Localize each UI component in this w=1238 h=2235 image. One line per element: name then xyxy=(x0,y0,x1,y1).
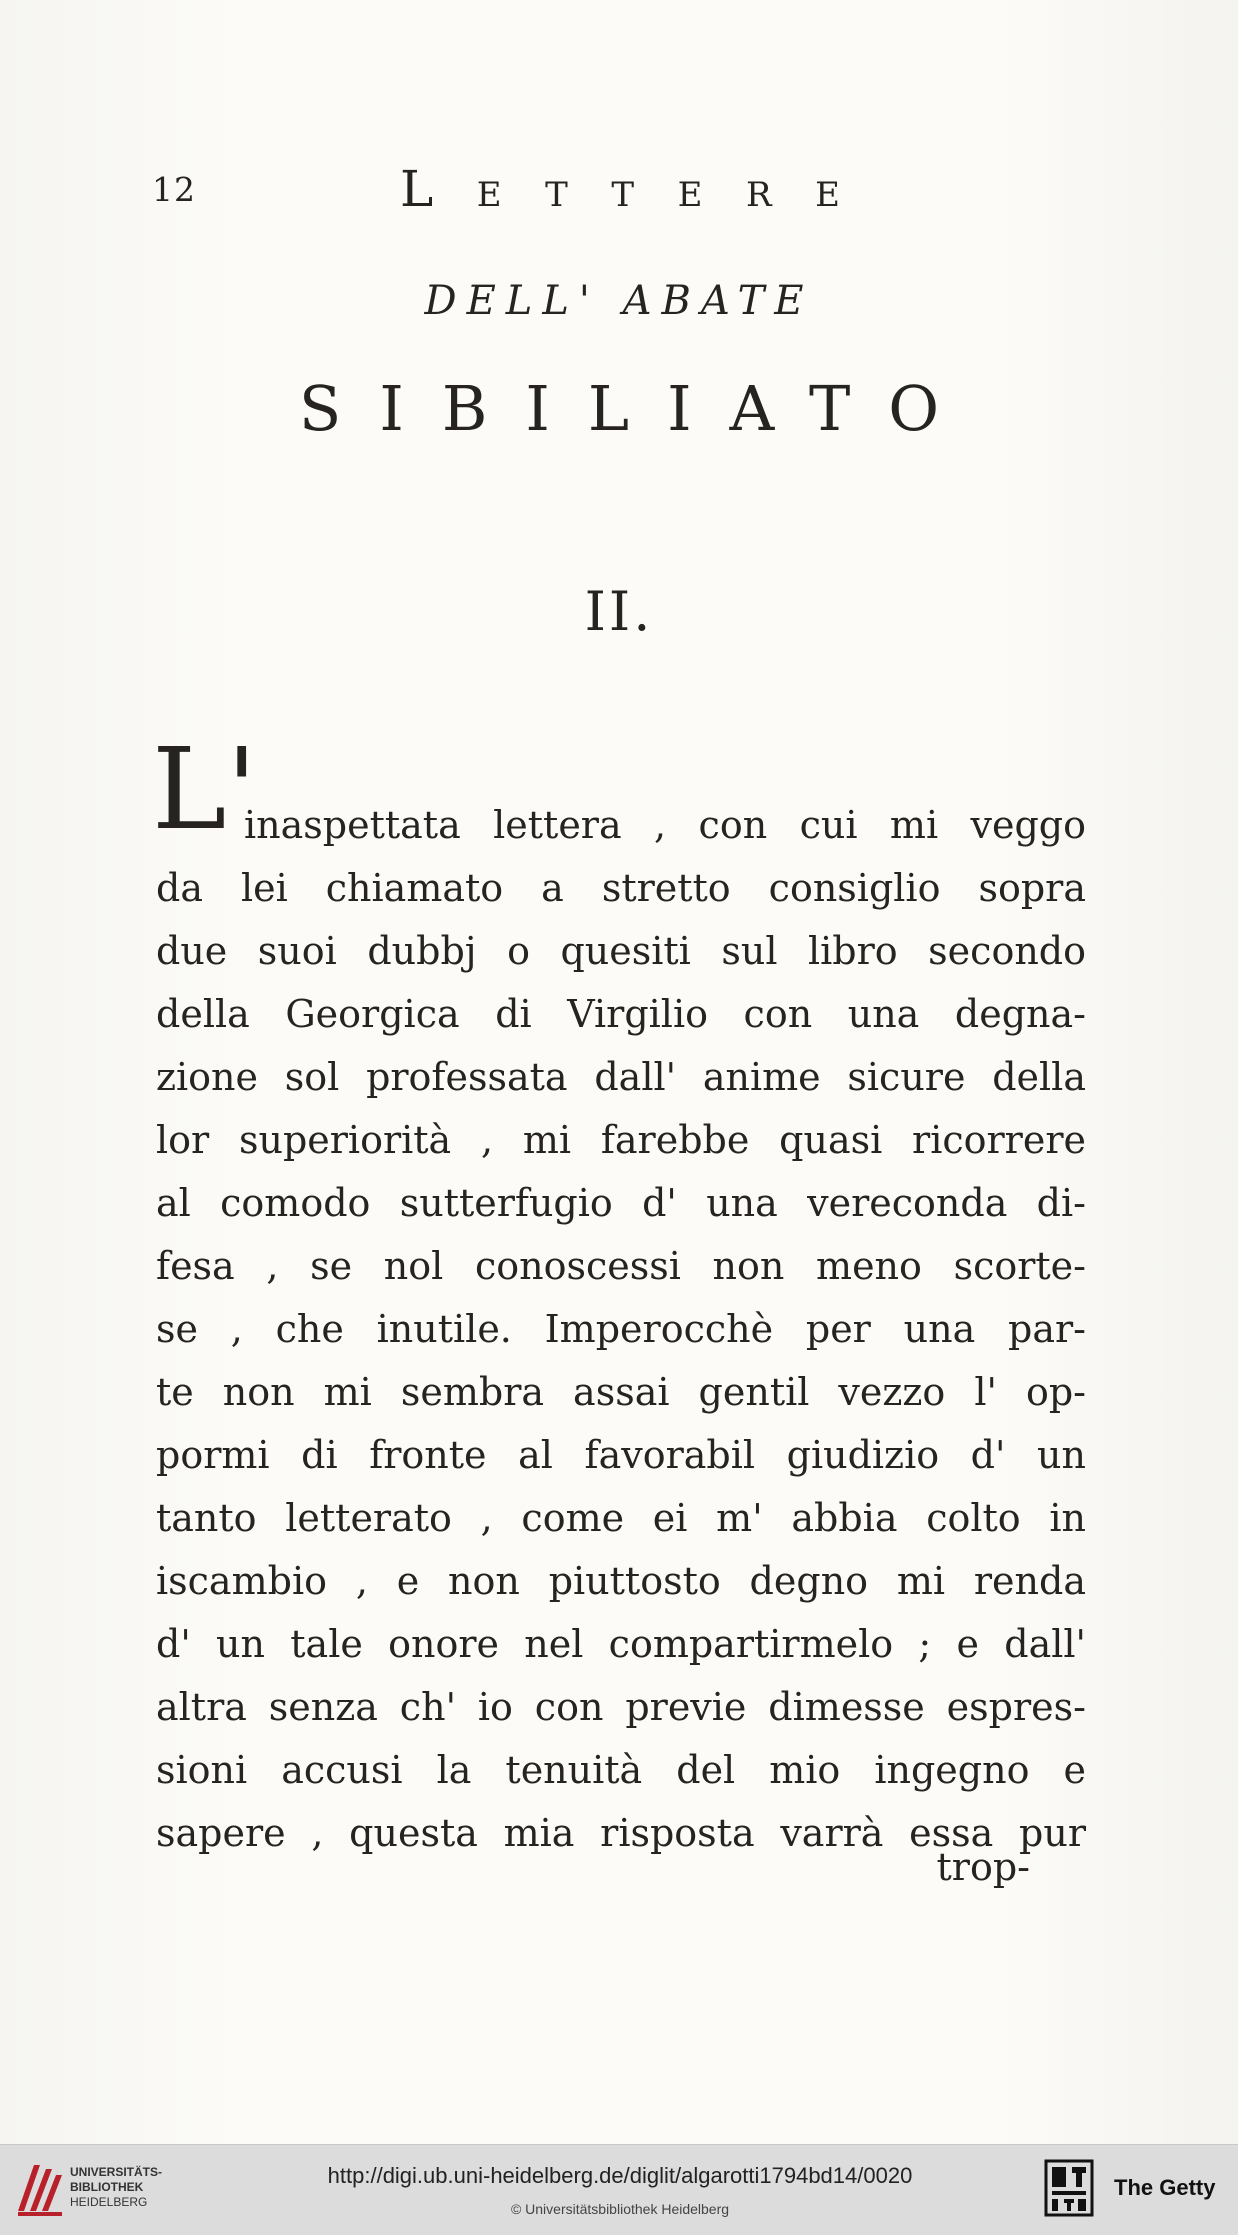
text-line: fesa , se nol conoscessi non meno scorte- xyxy=(156,1244,1086,1288)
heading-subtitle: DELL' ABATE xyxy=(424,278,814,324)
running-head-letter: E xyxy=(476,175,502,215)
getty-logo-icon xyxy=(1044,2159,1094,2217)
text-line: lor superiorità , mi farebbe quasi ricorrere xyxy=(156,1118,1086,1162)
text-line: zione sol professata dall' anime sicure della xyxy=(156,1055,1086,1099)
running-head xyxy=(400,160,840,218)
text-line: della Georgica di Virgilio con una degna- xyxy=(156,992,1086,1036)
text-line: tanto letterato , come ei m' abbia colto in xyxy=(156,1496,1086,1540)
text-line: d' un tale onore nel compartirmelo ; e dall' xyxy=(156,1622,1086,1666)
running-head-letter: L xyxy=(400,160,434,218)
running-head-letter: T xyxy=(611,175,635,215)
running-head-letter: T xyxy=(545,175,568,215)
text-line: inaspettata lettera , con cui mi veggo xyxy=(244,803,1086,847)
permalink-url[interactable]: http://digi.ub.uni-heidelberg.de/diglit/algarotti1794bd14/0020 xyxy=(327,2163,913,2188)
getty-name: The Getty xyxy=(1114,2175,1216,2200)
body-text xyxy=(156,794,1086,1865)
letter-number: II. xyxy=(584,580,654,643)
text-line: altra senza ch' io con previe dimesse espres- xyxy=(156,1685,1086,1729)
text-line: da lei chiamato a stretto consiglio sopra xyxy=(156,866,1086,910)
running-head-letter: E xyxy=(815,175,840,215)
drop-cap: L' xyxy=(152,725,258,855)
text-line: pormi di fronte al favorabil giudizio d' un xyxy=(156,1433,1086,1477)
text-line: sapere , questa mia risposta varrà essa pur xyxy=(156,1811,1086,1855)
text-line: iscambio , e non piuttosto degno mi renda xyxy=(156,1559,1086,1603)
copyright-notice: © Universitätsbibliothek Heidelberg xyxy=(510,2201,730,2217)
running-head-letter: E xyxy=(677,175,703,215)
running-head-letter: R xyxy=(745,175,772,215)
catchword: trop- xyxy=(936,1845,1030,1889)
university-name: UNIVERSITÄTS- BIBLIOTHEK HEIDELBERG xyxy=(70,2165,163,2209)
text-line: te non mi sembra assai gentil vezzo l' op- xyxy=(156,1370,1086,1414)
text-line: se , che inutile. Imperocchè per una par- xyxy=(156,1307,1086,1351)
heading-author: SIBILIATO xyxy=(298,372,978,445)
university-seal-icon xyxy=(14,2159,68,2219)
text-line: sioni accusi la tenuità del mio ingegno e xyxy=(156,1748,1086,1792)
text-line: al comodo sutterfugio d' una vereconda di- xyxy=(156,1181,1086,1225)
text-line: due suoi dubbj o quesiti sul libro secondo xyxy=(156,929,1086,973)
page-number: 12 xyxy=(152,170,196,209)
viewer-footer xyxy=(0,2144,1238,2235)
